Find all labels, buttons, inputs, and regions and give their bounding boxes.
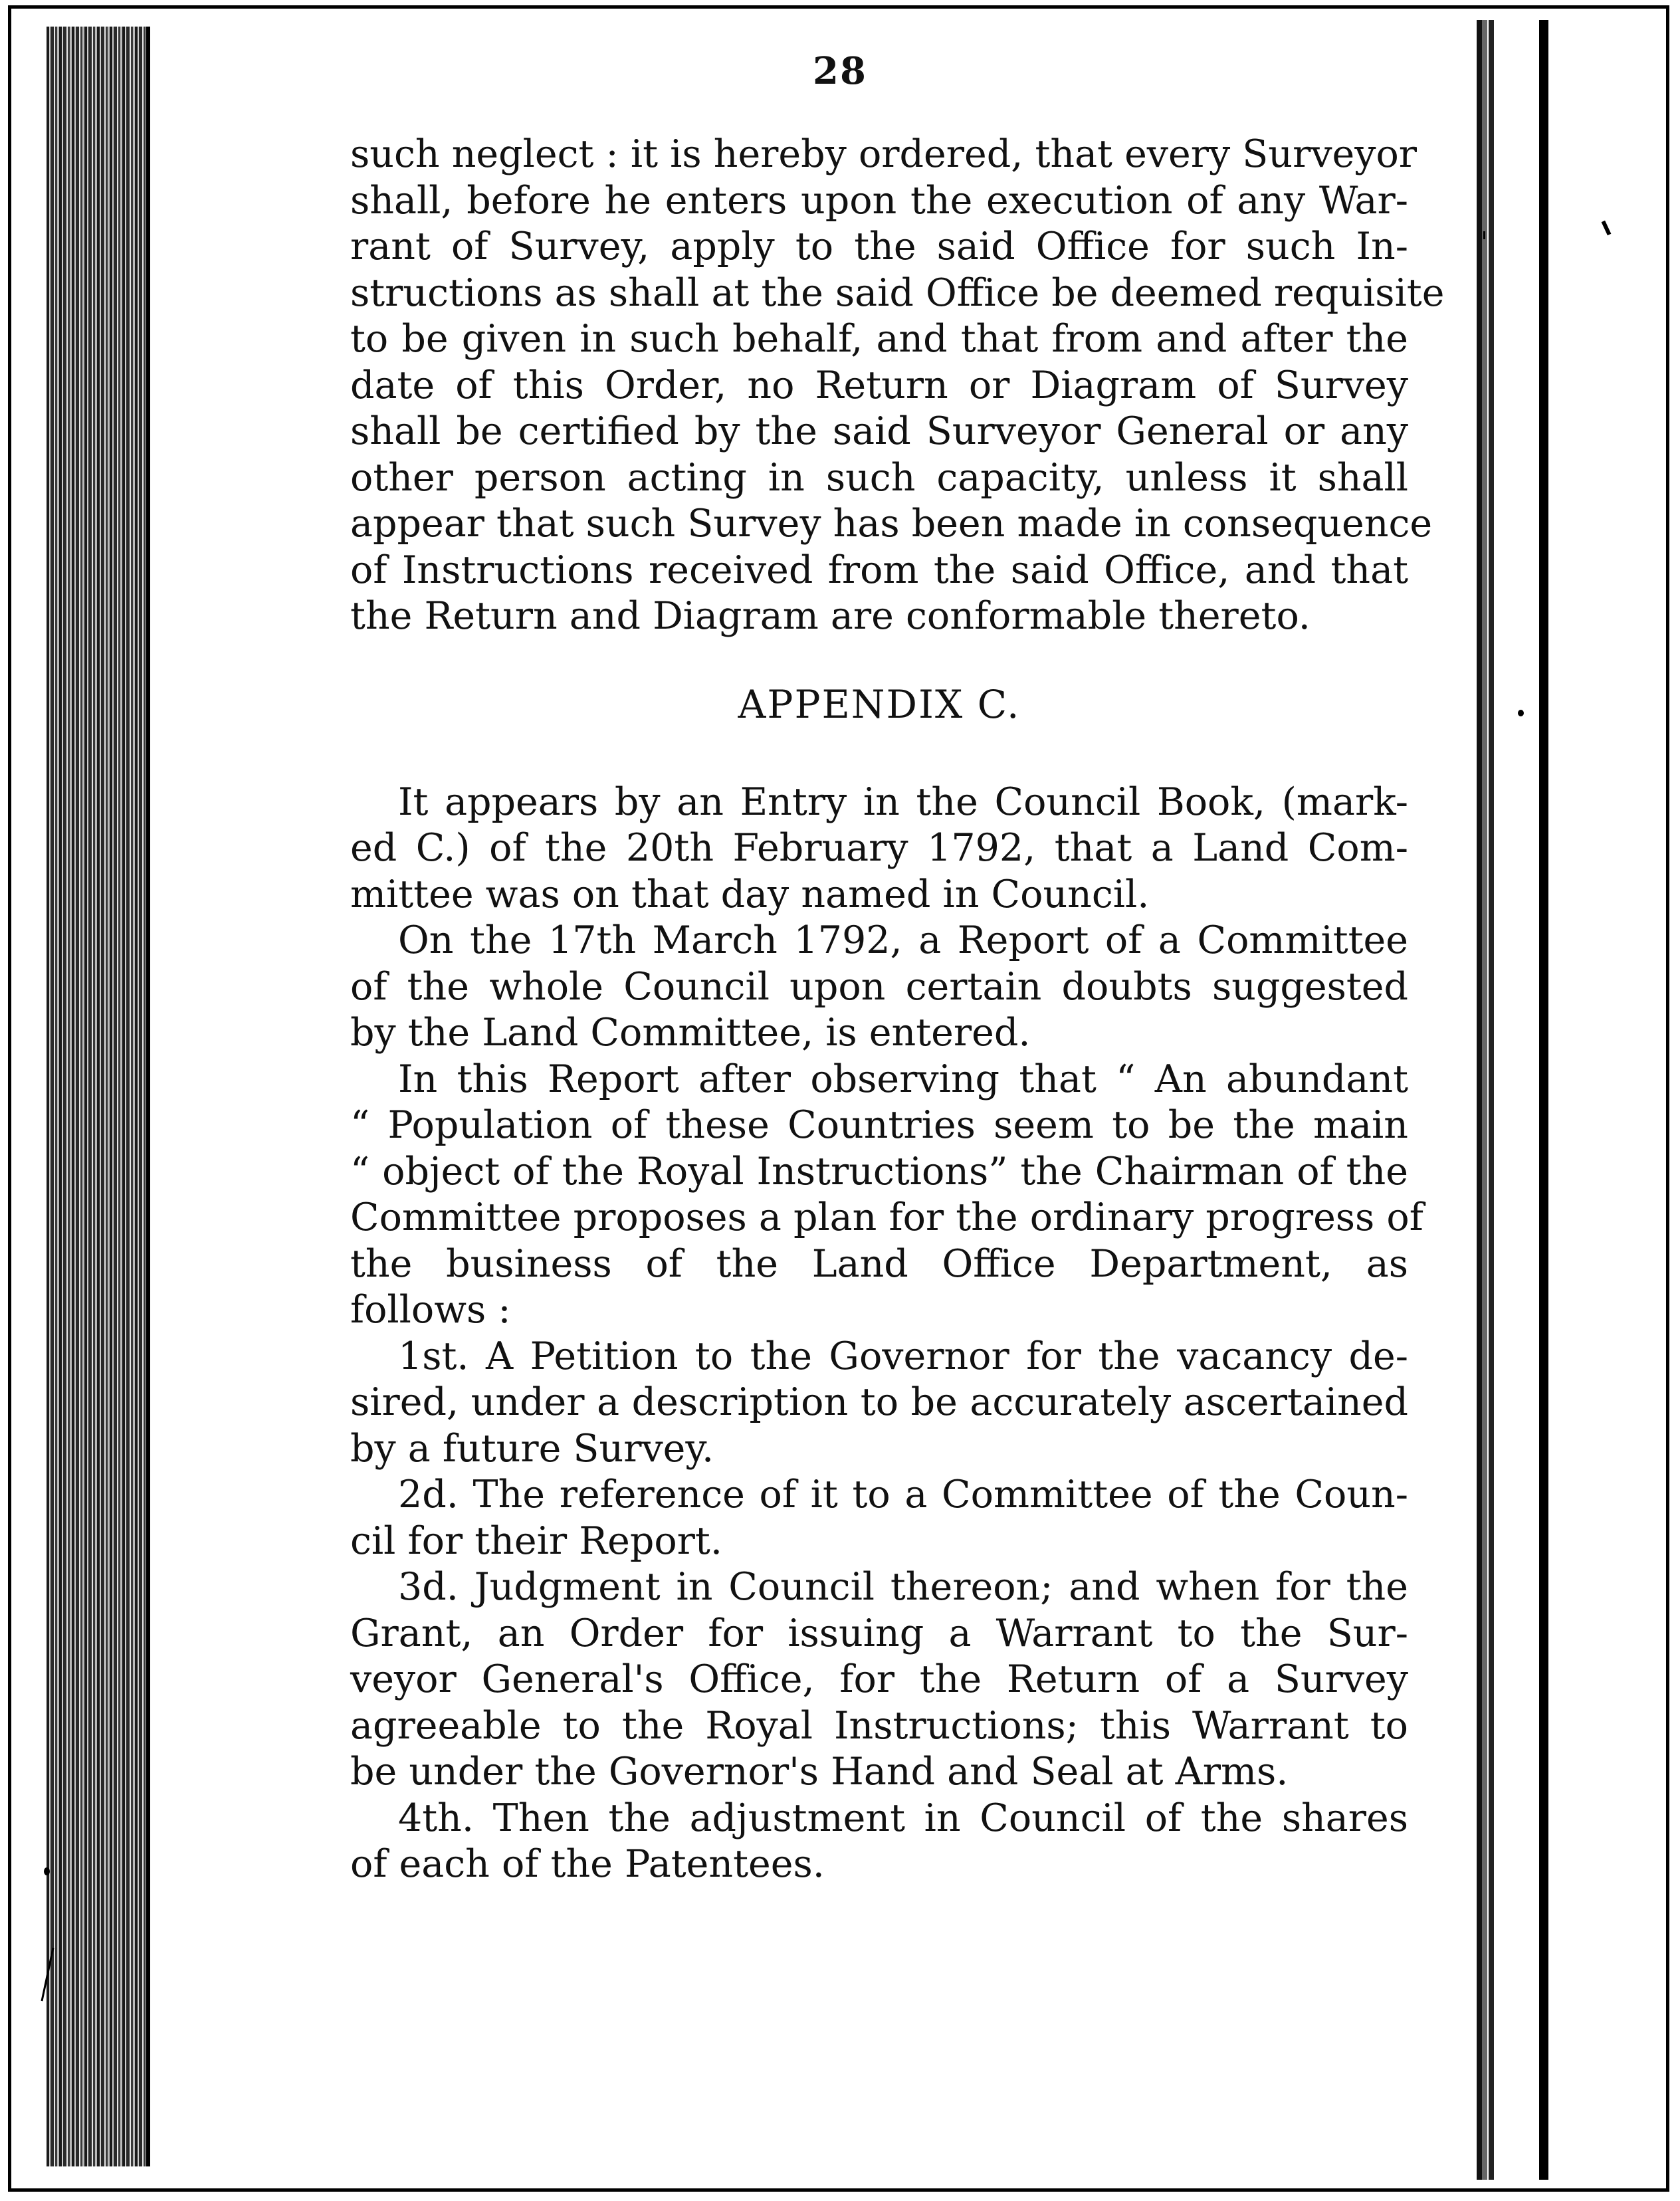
text-line: mittee was on that day named in Council. [350, 872, 1150, 916]
text-line: 4th. Then the adjustment in Council of the shares [398, 1796, 1408, 1840]
page-number: 28 [813, 49, 867, 93]
text-line: shall be certified by the said Surveyor General or any [350, 409, 1408, 453]
text-line: 2d. The reference of it to a Committee of the Coun- [398, 1473, 1408, 1517]
text-line: rant of Survey, apply to the said Office for such In- [350, 225, 1408, 268]
paragraph-report-entered [350, 918, 1408, 1057]
text-line: of Instructions received from the said Office, and that [350, 548, 1408, 592]
list-item-second [350, 1472, 1408, 1564]
text-line: cil for their Report. [350, 1519, 722, 1563]
text-line: of each of the Patentees. [350, 1842, 825, 1886]
page-edge-right [1477, 20, 1487, 2180]
text-line: follows : [350, 1288, 511, 1332]
appendix-heading: APPENDIX C. [738, 681, 1021, 727]
text-line: other person acting in such capacity, unless it shall [350, 455, 1408, 500]
scan-speck [44, 1867, 50, 1875]
text-line: Grant, an Order for issuing a Warrant to the Sur- [350, 1611, 1408, 1655]
text-line: “ object of the Royal Instructions” the Chairman of the [350, 1149, 1408, 1194]
scan-speck [1483, 231, 1485, 239]
text-line: agreeable to the Royal Instructions; this Warrant to [350, 1703, 1408, 1748]
text-line: such neglect : it is hereby ordered, that every Surveyor [350, 132, 1418, 176]
text-line: In this Report after observing that “ An abundant [398, 1057, 1408, 1101]
page-edge-shadow [1489, 20, 1494, 2180]
list-item-first [350, 1334, 1408, 1473]
text-line: Committee proposes a plan for the ordinary progress of [350, 1196, 1423, 1239]
text-line: ed C.) of the 20th February 1792, that a Land Com- [350, 826, 1408, 870]
text-line: by a future Survey. [350, 1426, 714, 1471]
paragraph-council-book [350, 780, 1408, 918]
text-line: appear that such Survey has been made in consequence [350, 502, 1433, 546]
text-line: 3d. Judgment in Council thereon; and when for the [398, 1565, 1408, 1609]
text-line: of the whole Council upon certain doubts suggested [350, 964, 1408, 1009]
list-item-third [350, 1564, 1408, 1796]
text-line: sired, under a description to be accurately ascertained [350, 1380, 1408, 1424]
text-line: “ Population of these Countries seem to be the main [350, 1103, 1408, 1147]
text-line: On the 17th March 1792, a Report of a Committee [398, 918, 1408, 962]
text-line: It appears by an Entry in the Council Book, (mark- [398, 780, 1408, 824]
text-line: 1st. A Petition to the Governor for the vacancy de- [398, 1334, 1408, 1378]
text-line: the Return and Diagram are conformable thereto. [350, 594, 1311, 638]
text-line: shall, before he enters upon the execution of any War- [350, 178, 1408, 223]
paragraph-plan [350, 1057, 1423, 1334]
list-item-fourth [350, 1796, 1408, 1888]
text-line: by the Land Committee, is entered. [350, 1011, 1031, 1055]
text-line: the business of the Land Office Department, as [350, 1241, 1408, 1286]
continuation-paragraph [350, 132, 1445, 640]
text-line: date of this Order, no Return or Diagram of Survey [350, 363, 1408, 407]
book-spine [47, 27, 146, 2166]
facing-page-edge [1539, 20, 1548, 2180]
spine-edge [146, 27, 150, 2166]
page-text [350, 132, 1445, 1888]
text-line: be under the Governor's Hand and Seal at Arms. [350, 1750, 1289, 1794]
text-line: structions as shall at the said Office be deemed requisite [350, 270, 1445, 315]
text-line: to be given in such behalf, and that from and after the [350, 317, 1408, 361]
scan-speck [1518, 710, 1524, 716]
text-line: veyor General's Office, for the Return of a Survey [350, 1657, 1408, 1701]
